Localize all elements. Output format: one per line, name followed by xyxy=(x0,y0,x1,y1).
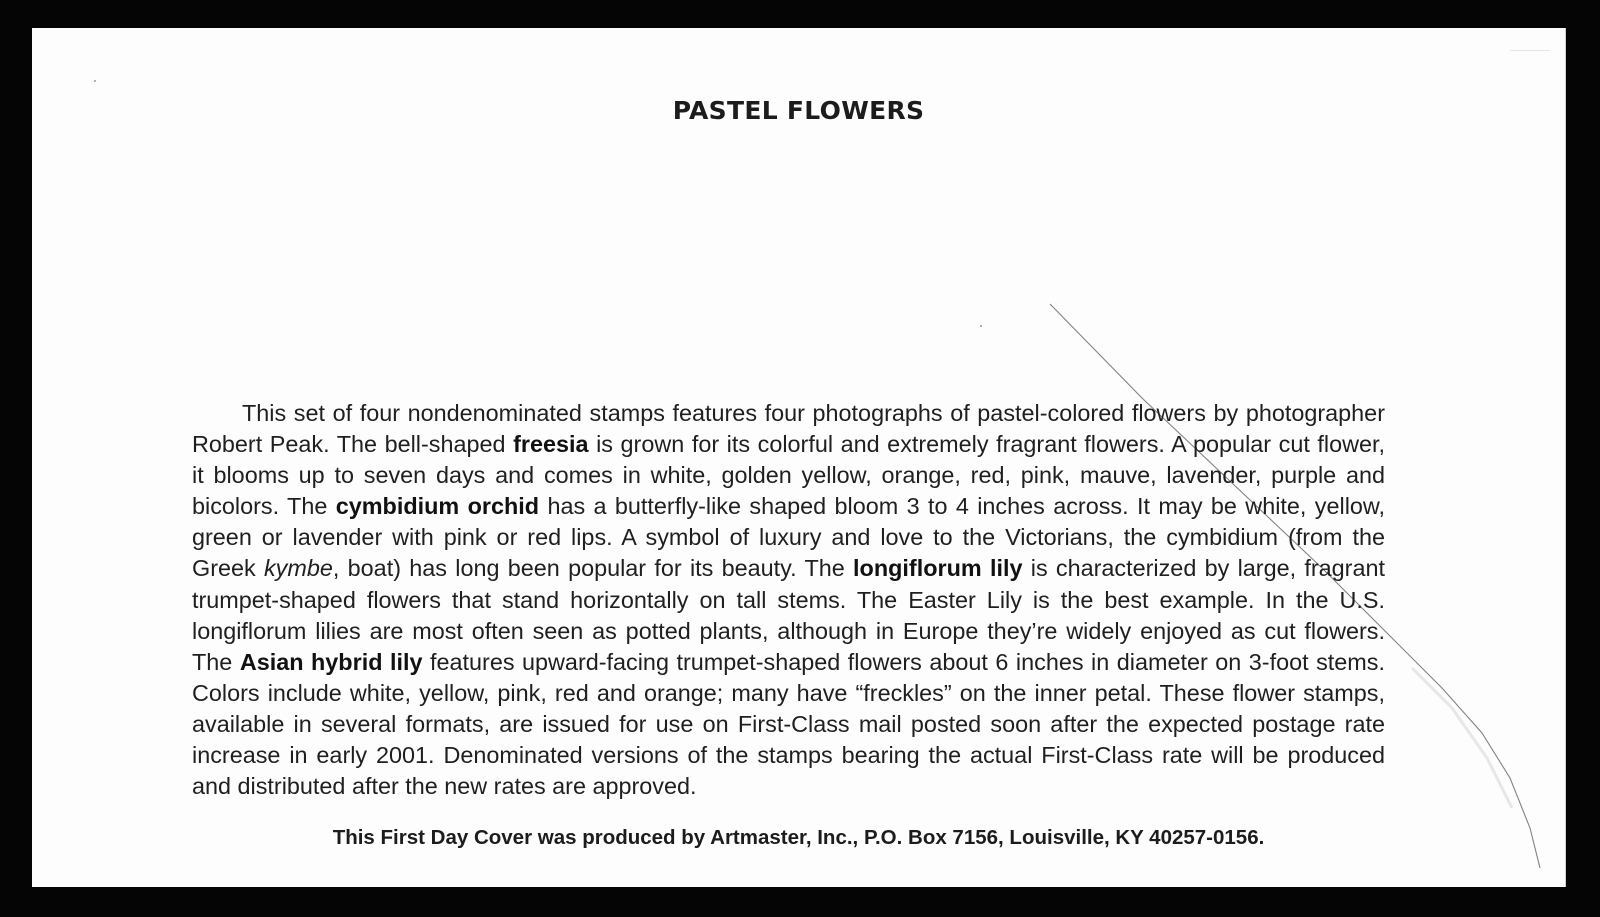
text-run: has a butterfly-like shaped bloom 3 to 4 inches across. It may be white, yellow, green or lavender with pink or red lips. A symbol of luxury and love to the Victorians, the cymbidium (from the Greek xyxy=(192,493,1385,582)
text-run: is characterized by large, fragrant trumpet-shaped flowers that stand horizontally on tall stems. The Easter Lily is the best example. In the U.S. longiflorum lilies are most often seen as potted plants, although in Europe they’re widely enjoyed as cut flowers. The xyxy=(192,555,1385,675)
text-run: , boat) has long been popular for its beauty. The xyxy=(332,555,854,582)
paper-scuff xyxy=(1510,50,1550,51)
flower-name-cymbidium-orchid: cymbidium orchid xyxy=(335,493,540,520)
flower-name-asian-hybrid-lily: Asian hybrid lily xyxy=(239,648,423,675)
page-title: PASTEL FLOWERS xyxy=(672,96,925,125)
greek-word: kymbe xyxy=(263,555,333,582)
flower-name-longiflorum-lily: longiflorum lily xyxy=(853,555,1023,582)
first-day-cover-back xyxy=(32,28,1566,887)
description-paragraph xyxy=(192,398,1385,802)
text-run: This set of four nondenominated stamps features four photographs of pastel-colored flowers by photographer Robert Peak. The bell-shaped xyxy=(192,400,1385,458)
flower-name-freesia: freesia xyxy=(513,431,589,458)
text-run: features upward-facing trumpet-shaped flowers about 6 inches in diameter on 3-foot stems. Colors include white, yellow, pink, red and orange; many have “freckles” on the inner petal. These flower stamps, available in several formats, are issued for use on First-Class mail posted soon after the expected postage rate increase in early 2001. Denominated versions of the stamps bearing the actual First-Class rate will be produced and distributed after the new rates are approved. xyxy=(192,648,1385,800)
producer-credit-line: This First Day Cover was produced by Artmaster, Inc., P.O. Box 7156, Louisville, KY 40257-0156. xyxy=(332,826,1265,849)
paper-speck xyxy=(94,80,96,82)
paper-speck xyxy=(980,325,982,327)
text-run: is grown for its colorful and extremely fragrant flowers. A popular cut flower, it blooms up to seven days and comes in white, golden yellow, orange, red, pink, mauve, lavender, purple and bicolors. The xyxy=(192,431,1385,520)
